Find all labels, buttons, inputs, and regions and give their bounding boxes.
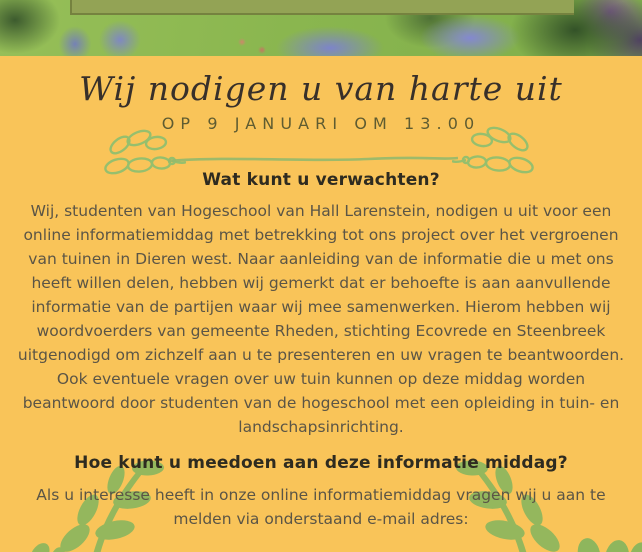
garden-photo bbox=[0, 0, 642, 56]
section-heading-participation: Hoe kunt u meedoen aan deze informatie middag? bbox=[74, 453, 568, 473]
event-datetime: OP 9 JANUARI OM 13.00 bbox=[161, 114, 481, 133]
flyer-body bbox=[0, 56, 642, 552]
header-green-bar bbox=[70, 0, 574, 15]
paragraph-introduction: Wij, studenten van Hogeschool van Hall Larenstein, nodigen u uit voor een online informatiemiddag met betrekking tot ons project over het vergroenen van tuinen in Dieren west. Naar aanleiding van de informatie die u met ons heeft willen delen, hebben wij gemerkt dat er behoefte is aan aanvullende informatie van de partijen waar wij mee samenwerken. Hierom hebben wij woordvoerders van gemeente Rheden, stichting Ecovrede en Steenbreek uitgenodigd om zichzelf aan u te presenteren en uw vragen te beantwoorden. bbox=[17, 202, 625, 364]
section-heading-expectations: Wat kunt u verwachten? bbox=[202, 170, 440, 190]
paragraph-signup: Als u interesse heeft in onze online informatiemiddag vragen wij u aan te melden via onderstaand e-mail adres: bbox=[36, 486, 606, 528]
invitation-title: Wij nodigen u van harte uit bbox=[79, 69, 563, 108]
paragraph-garden-questions: Ook eventuele vragen over uw tuin kunnen op deze middag worden beantwoord door studenten van de hogeschool met een opleiding in tuin- en landschapsinrichting. bbox=[22, 370, 620, 436]
